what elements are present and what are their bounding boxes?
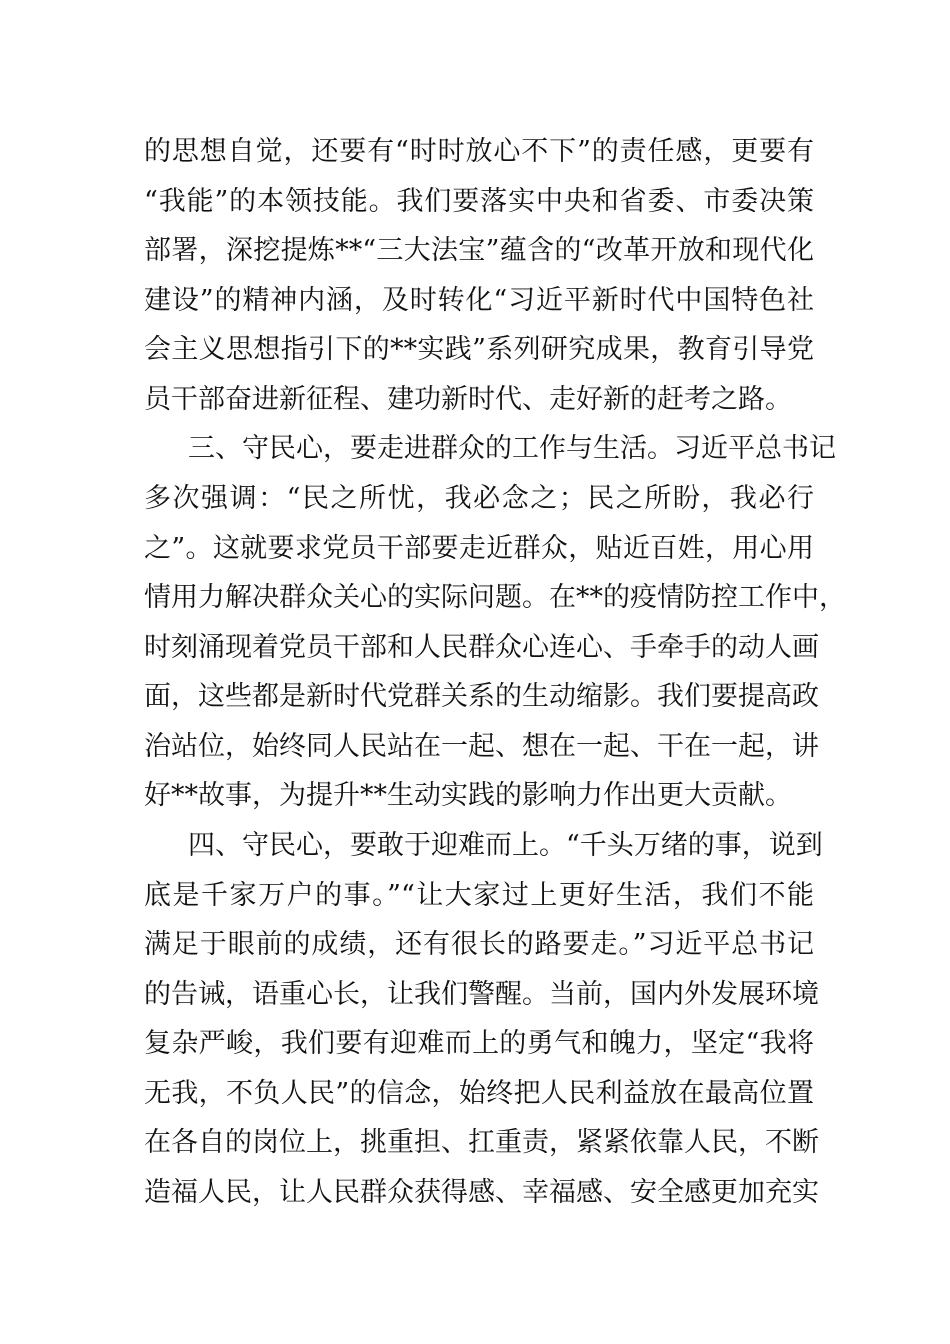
text-line: 复杂严峻，我们要有迎难而上的勇气和魄力，坚定“我将 xyxy=(144,1028,814,1059)
text-line: “我能”的本领技能。我们要落实中央和省委、市委决策 xyxy=(144,186,814,217)
text-line: 的告诫，语重心长，让我们警醒。当前，国内外发展环境 xyxy=(144,979,819,1010)
section-three-heading-line: 三、守民心，要走进群众的工作与生活。习近平总书记 xyxy=(188,433,836,464)
text-line: 时刻涌现着党员干部和人民群众心连心、手牵手的动人画 xyxy=(144,632,819,663)
text-line: 的思想自觉，还要有“时时放心不下”的责任感，更要有 xyxy=(144,136,814,167)
text-line: 满足于眼前的成绩，还有很长的路要走。”习近平总书记 xyxy=(144,929,814,960)
text-line: 部署，深挖提炼**“三大法宝”蕴含的“改革开放和现代化 xyxy=(144,235,814,266)
text-line: 会主义思想指引下的**实践”系列研究成果，教育引导党 xyxy=(144,334,814,365)
text-line: 在各自的岗位上，挑重担、扛重责，紧紧依靠人民，不断 xyxy=(144,1127,819,1158)
section-four-heading-line: 四、守民心，要敢于迎难而上。“千头万绪的事，说到 xyxy=(188,830,823,861)
text-line: 面，这些都是新时代党群关系的生动缩影。我们要提高政 xyxy=(144,681,819,712)
text-line: 好**故事，为提升**生动实践的影响力作出更大贡献。 xyxy=(144,780,792,811)
text-line: 无我，不负人民”的信念，始终把人民利益放在最高位置 xyxy=(144,1078,814,1109)
text-line: 底是千家万户的事。”“让大家过上更好生活，我们不能 xyxy=(144,880,814,911)
text-line: 建设”的精神内涵，及时转化“习近平新时代中国特色社 xyxy=(144,285,814,316)
text-line: 员干部奋进新征程、建功新时代、走好新的赶考之路。 xyxy=(144,384,792,415)
text-line: 之”。这就要求党员干部要走近群众，贴近百姓，用心用 xyxy=(144,533,814,564)
text-line: 情用力解决群众关心的实际问题。在**的疫情防控工作中， xyxy=(144,582,846,613)
text-line: 治站位，始终同人民站在一起、想在一起、干在一起，讲 xyxy=(144,731,819,762)
text-line: 多次强调：“民之所忧，我必念之；民之所盼，我必行 xyxy=(144,483,814,514)
text-line: 造福人民，让人民群众获得感、幸福感、安全感更加充实 xyxy=(144,1177,819,1208)
